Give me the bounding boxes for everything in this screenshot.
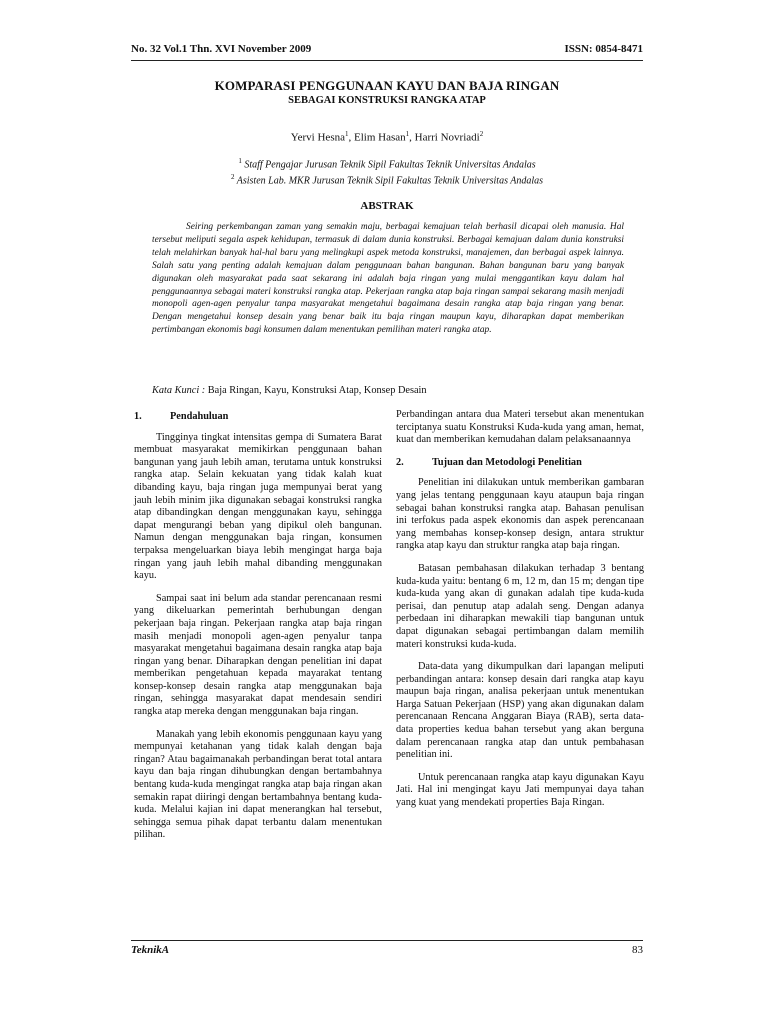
affiliation-mark: 1 — [405, 130, 410, 138]
abstract-text: Seiring perkembangan zaman yang semakin maju, berbagai kemajuan telah berhasil dicapai oleh manusia. Hal tersebut meliputi segala aspek kehidupan, termasuk di dalam dunia konstruksi. Berbagai kemajuan dalam dunia konstruksi telah melahirkan banyak hal-hal baru yang melingkupi aspek metoda konstruksi, manajemen, dan berbagai aspek lainnya. Salah satu yang penting adalah kemajuan dalam penggunaan bahan bangunan. Bahan bangunan baru yang banyak digunakan oleh masyarakat pada saat sekarang ini adalah baja ringan yang mulai menggantikan kayu dalam hal penggunaannya sebagai materi konstruksi rangka atap. Pekerjaan rangka atap baja ringan sampai sekarang masih menjadi monopoli agen-agen penyalur tanpa masyarakat mengetahui bagaimana desain rangka atap baja ringan yang benar. Dengan mengetahui konsep desain yang benar baik itu baja ringan maupun kayu, diharapkan dapat memberikan pertimbangan ekonomis bagi konsumen dalam menentukan pemilihan materi rangka atap. — [152, 222, 624, 336]
running-footer — [131, 944, 643, 956]
section-title: Tujuan dan Metodologi Penelitian — [432, 456, 582, 468]
affiliation — [131, 173, 643, 186]
author-name: Harri Novriadi — [414, 131, 480, 144]
paper-title: KOMPARASI PENGGUNAAN KAYU DAN BAJA RINGAN — [214, 78, 560, 93]
paragraph: Data-data yang dikumpulkan dari lapangan meliputi perbandingan antara: konsep desain dari rangka atap kayu maupun baja ringan, analisa pekerjaan untuk menentukan Harga Satuan Pekerjaan (HSP) yang akan digunakan dalam perencanaan Rencana Anggaran Biaya (RAB), serta data-data properties kedua bahan tersebut yang akan berguna dalam perencanaan rangka atap dan untuk pembahasan penelitian ini. — [396, 661, 644, 761]
paragraph: Manakah yang lebih ekonomis penggunaan kayu yang mempunyai ketahanan yang tidak kalah dengan baja ringan? Atau bagaimanakah perbandingan berat total antara kayu dan baja ringan dihubungkan dengan bertambahnya bentang kuda-kuda mengingat rangka atap baja ringan akan semakin rapat diiringi dengan bertambahnya bentang kuda-kuda. Melalui kajian ini dapat menerangkan hal tersebut, sehingga semua pihak dapat terbantu dalam menentukan pilihan. — [134, 728, 382, 841]
issn: ISSN: 0854-8471 — [564, 43, 643, 55]
keywords-label: Kata Kunci : — [152, 385, 206, 396]
author-name: Yervi Hesna — [290, 131, 345, 144]
paragraph: Batasan pembahasan dilakukan terhadap 3 bentang kuda-kuda yaitu: bentang 6 m, 12 m, dan 15 m; dengan tipe kuda-kuda yang akan di gunakan adalah tipe kuda-kuda perisai, dan penutup atap adalah seng. Dengan adanya perbedaan ini diharapkan mewakili tiap bangunan untuk dapat digunakan sebagai pertimbangan dalam memilih materi konstruksi kuda-kuda. — [396, 562, 644, 650]
paragraph: Perbandingan antara dua Materi tersebut akan menentukan terciptanya suatu Konstruksi Kuda-kuda yang aman, hemat, kuat dan memberikan kemudahan dalam pelaksanaannya — [396, 409, 644, 446]
abstract-heading: ABSTRAK — [360, 200, 414, 212]
paper-subtitle: SEBAGAI KONSTRUKSI RANGKA ATAP — [288, 95, 486, 106]
author-list — [131, 130, 643, 144]
footer-rule — [131, 940, 643, 941]
affiliation-mark: 2 — [230, 173, 235, 181]
affiliation-mark: 2 — [479, 130, 484, 138]
affiliation-mark: 1 — [344, 130, 349, 138]
paragraph: Untuk perencanaan rangka atap kayu digunakan Kayu Jati. Hal ini mengingat kayu Jati mempunyai daya tahan yang kuat yang mendekati properties Baja Ringan. — [396, 771, 644, 809]
issue-info: No. 32 Vol.1 Thn. XVI November 2009 — [131, 43, 312, 55]
section-number: 1. — [134, 411, 142, 422]
right-column — [396, 409, 644, 820]
page-number: 83 — [632, 944, 643, 956]
left-column — [134, 409, 382, 852]
paragraph: Penelitian ini dilakukan untuk memberikan gambaran yang jelas tentang penggunaan kayu ataupun baja ringan sebagai bahan konstruksi rangka atap. Bahasan penulisan ini terfokus pada aspek ekonomis dan aspek perencanaan yang membahas konsep-konsep design, antara struktur rangka atap kayu dan struktur rangka atap baja ringan. — [396, 477, 644, 552]
header-rule — [131, 60, 643, 61]
paragraph: Sampai saat ini belum ada standar perencanaan resmi yang dikeluarkan pemerintah berhubungan dengan pekerjaan baja ringan. Pekerjaan rangka atap baja ringan masih menjadi monopoli agen-agen penyalur tanpa masyarakat mengetahui bagaimana desain rangka atap baja ringan yang benar. Diharapkan dengan penelitian ini dapat memberikan pengetahuan kepada mayarakat tentang konsep-konsep desain rangka atap menggunakan baja ringan, sehingga masyarakat dapat mendesain sendiri rangka atap mereka dengan menggunakan baja ringan. — [134, 592, 382, 718]
keywords-list: Baja Ringan, Kayu, Konstruksi Atap, Konsep Desain — [205, 385, 427, 396]
paragraph: Tingginya tingkat intensitas gempa di Sumatera Barat membuat masyarakat memikirkan penggunaan bahan bangunan yang jauh lebih aman, terutama untuk konstruksi rangka atap. Selain kekuatan yang tidak kalah kuat dibanding kayu, baja ringan juga mempunyai berat yang jauh lebih minim jika digunakan sebagai konstruksi rangka atap dibandingkan dengan menggunakan kayu, sehingga dapat mengurangi beban yang dipikul oleh bangunan. Namun dengan menggunakan baja ringan, konsumen terpaksa mengeluarkan biaya lebih mengingat harga baja ringan yang jauh lebih mahal dibanding menggunakan kayu. — [134, 431, 382, 582]
running-header — [131, 43, 643, 55]
affiliation-text: Staff Pengajar Jurusan Teknik Sipil Fakultas Teknik Universitas Andalas — [244, 159, 536, 171]
affiliation — [131, 157, 643, 170]
section-title: Pendahuluan — [170, 411, 229, 422]
affiliation-text: Asisten Lab. MKR Jurusan Teknik Sipil Fakultas Teknik Universitas Andalas — [236, 175, 544, 187]
section-heading — [396, 457, 644, 470]
journal-name: TeknikA — [131, 944, 170, 956]
author-name: Elim Hasan — [353, 131, 406, 144]
author-separator: , — [348, 131, 354, 144]
keywords — [152, 385, 624, 396]
affiliation-mark: 1 — [238, 157, 242, 165]
section-heading — [134, 411, 382, 424]
author-separator: , — [409, 131, 415, 144]
section-number: 2. — [396, 456, 404, 468]
